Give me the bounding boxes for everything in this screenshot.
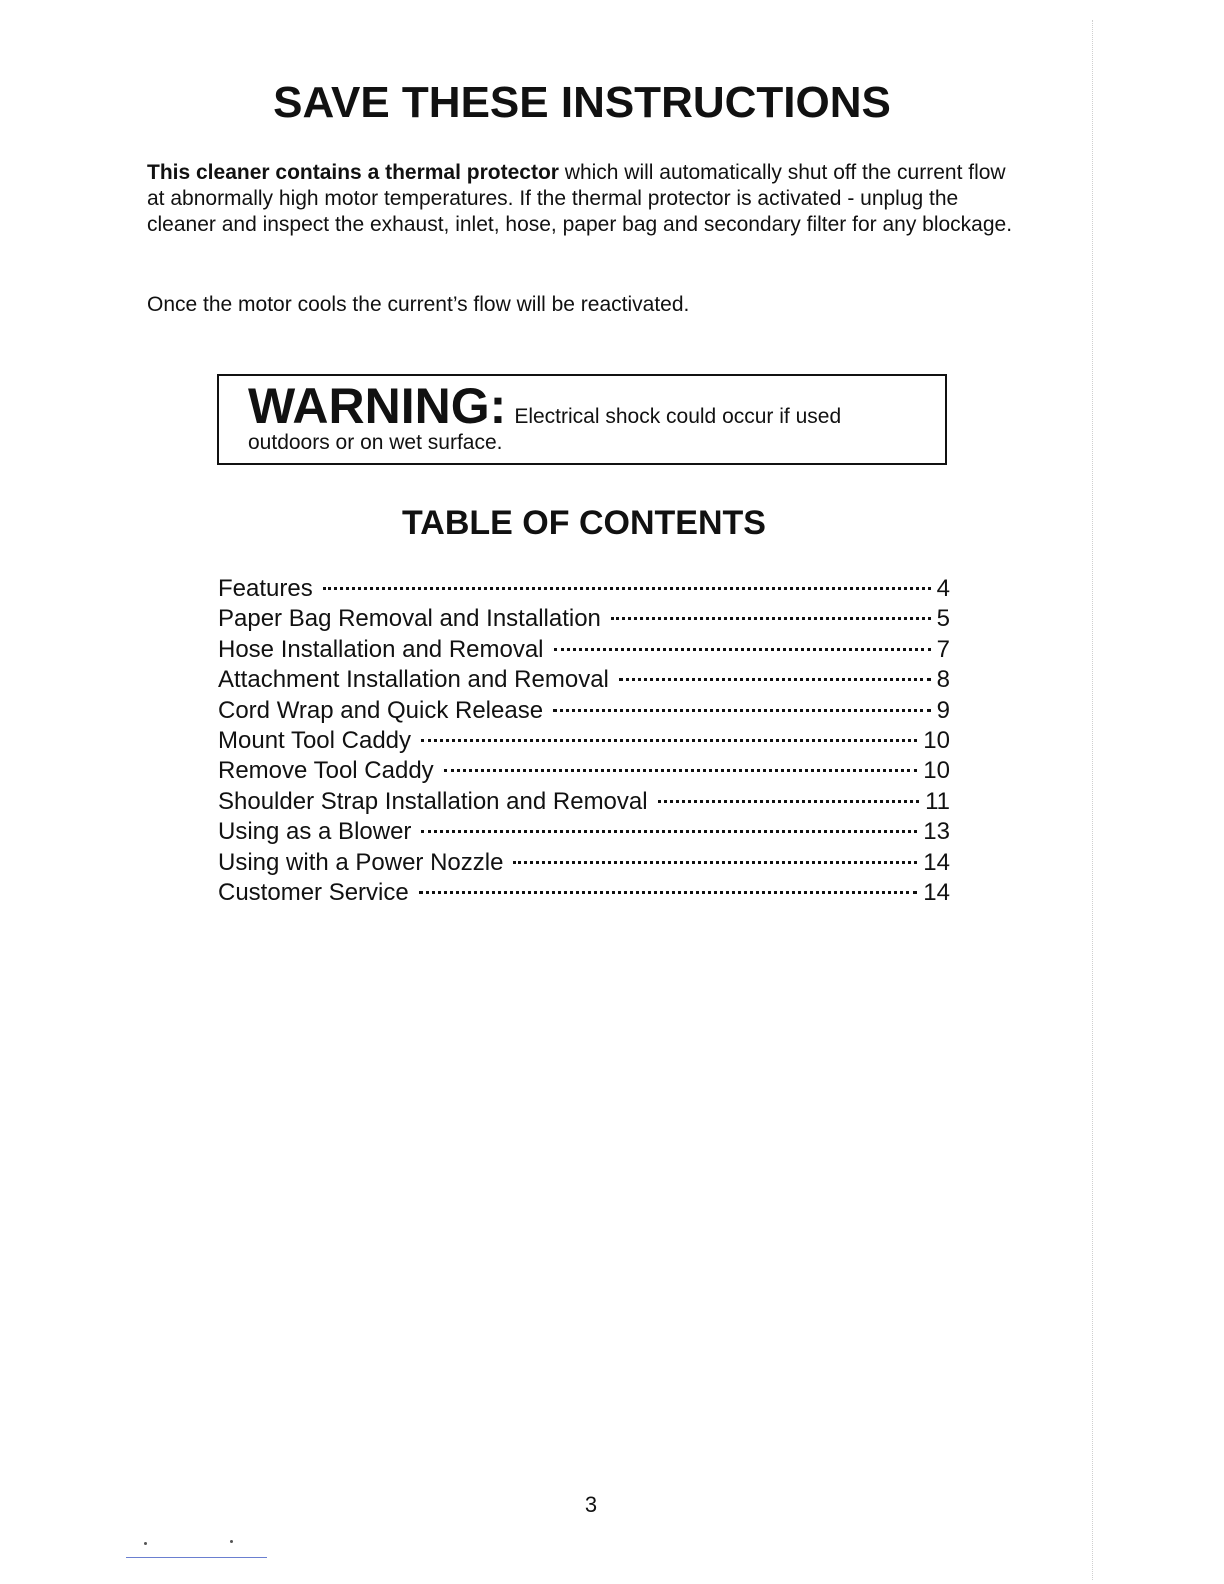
- thermal-protector-text: which will automatically shut off the current flow at abnormally high motor temperatures. If the thermal protector is activated - unplug the cleaner and inspect the exhaust, inlet, hose, paper bag and secondary filter for any blockage.: [147, 161, 1013, 236]
- toc-entry-label: Remove Tool Caddy: [218, 757, 434, 785]
- toc-dot-leader: [619, 678, 931, 681]
- scan-edge-line: [1092, 20, 1093, 1580]
- toc-entry-page: 4: [936, 575, 950, 602]
- toc-entry-page: 11: [925, 787, 950, 815]
- toc-entry-label: Mount Tool Caddy: [218, 726, 412, 754]
- scan-speck: [144, 1542, 147, 1545]
- toc-entry-label: Cord Wrap and Quick Release: [218, 696, 544, 724]
- thermal-protector-paragraph: [147, 160, 1027, 238]
- reactivation-note: Once the motor cools the current’s flow will be reactivated.: [147, 293, 690, 316]
- scan-speck: [230, 1540, 233, 1543]
- toc-title: TABLE OF CONTENTS: [402, 504, 766, 542]
- toc-entry-customer-service[interactable]: [218, 878, 950, 908]
- toc-entry-shoulder-strap[interactable]: [218, 787, 950, 817]
- toc-entry-page: 13: [923, 818, 950, 846]
- warning-line-1: [248, 378, 841, 434]
- toc-entry-remove-caddy[interactable]: [218, 756, 950, 786]
- toc-entry-label: Shoulder Strap Installation and Removal: [218, 787, 648, 815]
- toc-entry-page: 8: [936, 666, 950, 694]
- table-of-contents: [218, 574, 950, 908]
- warning-text-2: outdoors or on wet surface.: [248, 431, 503, 454]
- toc-entry-label: Attachment Installation and Removal: [218, 666, 609, 694]
- toc-entry-power-nozzle[interactable]: [218, 848, 950, 878]
- toc-entry-label: Hose Installation and Removal: [218, 635, 544, 663]
- thermal-protector-lead: This cleaner contains a thermal protector: [147, 161, 559, 184]
- toc-dot-leader: [554, 648, 931, 651]
- toc-dot-leader: [421, 739, 917, 742]
- toc-dot-leader: [323, 587, 931, 590]
- toc-entry-attachment[interactable]: [218, 665, 950, 695]
- warning-text-1: Electrical shock could occur if used: [514, 405, 842, 428]
- toc-entry-features[interactable]: [218, 574, 950, 604]
- toc-dot-leader: [553, 709, 931, 712]
- toc-entry-mount-caddy[interactable]: [218, 726, 950, 756]
- toc-dot-leader: [421, 830, 917, 833]
- warning-box: [217, 374, 947, 465]
- toc-entry-hose[interactable]: [218, 635, 950, 665]
- toc-dot-leader: [513, 861, 917, 864]
- toc-entry-label: Customer Service: [218, 878, 409, 906]
- toc-dot-leader: [658, 800, 919, 803]
- toc-entry-page: 5: [936, 605, 950, 633]
- toc-entry-blower[interactable]: [218, 817, 950, 847]
- toc-entry-label: Using as a Blower: [218, 818, 412, 846]
- toc-entry-page: 14: [923, 878, 950, 906]
- toc-entry-paper-bag[interactable]: [218, 604, 950, 634]
- toc-entry-page: 9: [936, 696, 950, 724]
- warning-label: WARNING:: [248, 378, 507, 434]
- toc-dot-leader: [611, 617, 931, 620]
- scan-artifact-line: [126, 1557, 267, 1558]
- toc-entry-page: 10: [923, 726, 950, 754]
- toc-entry-label: Paper Bag Removal and Installation: [218, 605, 601, 633]
- page-number: 3: [584, 1492, 598, 1517]
- toc-entry-page: 7: [936, 635, 950, 663]
- page-title: SAVE THESE INSTRUCTIONS: [273, 78, 891, 127]
- toc-entry-page: 10: [923, 757, 950, 785]
- toc-entry-page: 14: [923, 848, 950, 876]
- toc-entry-cord-wrap[interactable]: [218, 696, 950, 726]
- toc-entry-label: Using with a Power Nozzle: [218, 848, 504, 876]
- toc-dot-leader: [419, 891, 918, 894]
- toc-dot-leader: [444, 769, 918, 772]
- toc-entry-label: Features: [218, 575, 313, 602]
